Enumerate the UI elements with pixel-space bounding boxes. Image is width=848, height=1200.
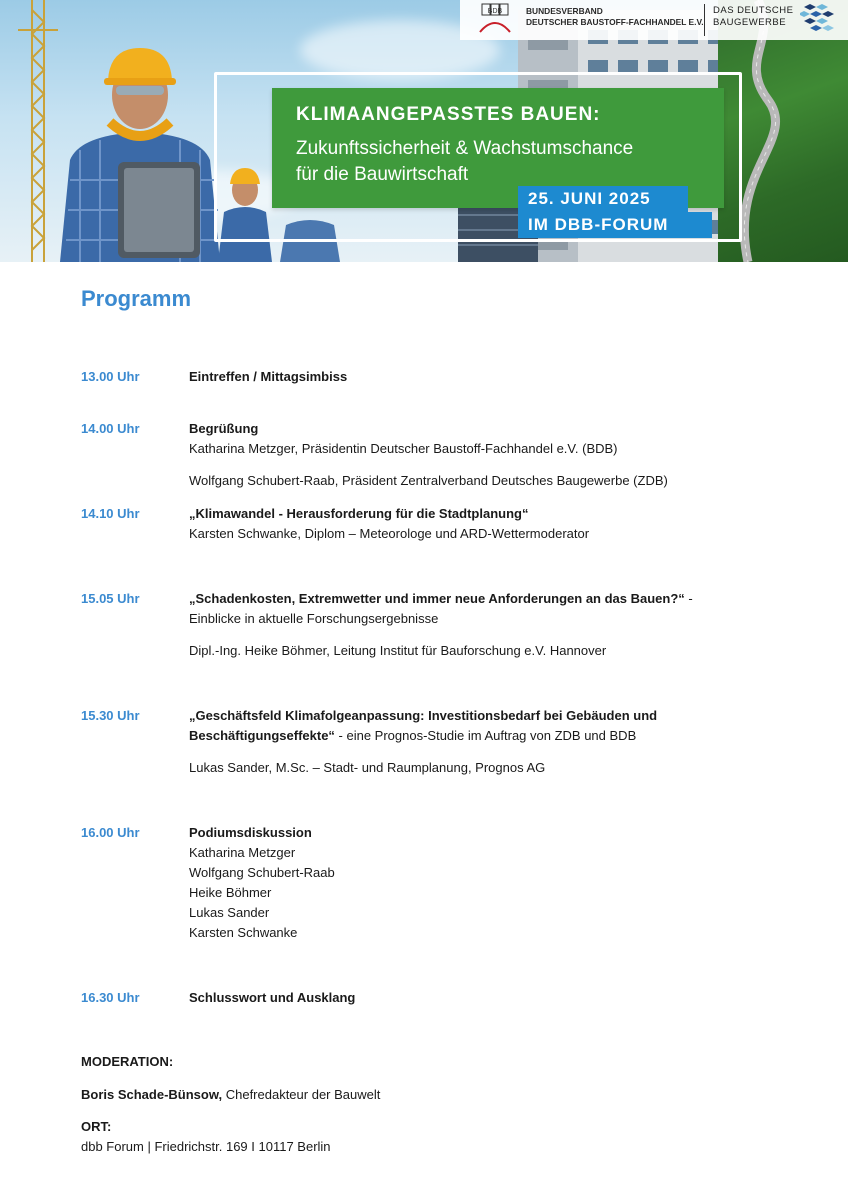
speaker-line: Lukas Sander, M.Sc. – Stadt- und Raumplanung, Prognos AG bbox=[189, 760, 546, 775]
time-slot: 15.30 Uhr bbox=[81, 708, 140, 723]
event-date: 25. JUNI 2025 bbox=[518, 186, 688, 212]
bdb-logo-mark: BDB bbox=[487, 8, 503, 15]
session-title-row bbox=[189, 728, 636, 743]
moderator-role: Chefredakteur der Bauwelt bbox=[222, 1087, 381, 1102]
header-banner bbox=[0, 0, 848, 262]
panelist: Karsten Schwanke bbox=[189, 925, 298, 940]
session-title: Eintreffen / Mittagsimbiss bbox=[189, 369, 348, 384]
speaker-line: Katharina Metzger, Präsidentin Deutscher Baustoff-Fachhandel e.V. (BDB) bbox=[189, 441, 618, 456]
speaker-line: Wolfgang Schubert-Raab, Präsident Zentralverband Deutsches Baugewerbe (ZDB) bbox=[189, 473, 668, 488]
session-title-row bbox=[189, 591, 693, 606]
page-title: Programm bbox=[81, 286, 192, 311]
zdb-logo-line-2: BAUGEWERBE bbox=[713, 17, 787, 28]
moderator-name: Boris Schade-Bünsow, bbox=[81, 1087, 223, 1102]
logo-divider bbox=[704, 4, 705, 36]
time-slot: 14.10 Uhr bbox=[81, 506, 140, 521]
location-address: dbb Forum | Friedrichstr. 169 I 10117 Berlin bbox=[81, 1139, 331, 1154]
location-label: ORT: bbox=[81, 1119, 112, 1134]
panelist: Katharina Metzger bbox=[189, 845, 296, 860]
session-title-suffix: - eine Prognos-Studie im Auftrag von ZDB und BDB bbox=[334, 728, 637, 743]
session-title: Podiumsdiskussion bbox=[189, 825, 312, 840]
session-subtitle: Einblicke in aktuelle Forschungsergebnisse bbox=[189, 611, 439, 626]
time-slot: 16.00 Uhr bbox=[81, 825, 140, 840]
zdb-cube-logo-icon bbox=[800, 2, 836, 36]
speaker-line: Dipl.-Ing. Heike Böhmer, Leitung Institut für Bauforschung e.V. Hannover bbox=[189, 643, 607, 658]
panelist: Lukas Sander bbox=[189, 905, 270, 920]
panelist: Heike Böhmer bbox=[189, 885, 272, 900]
banner-subline-1: Zukunftssicherheit & Wachstumschance bbox=[296, 138, 634, 159]
session-title: „Klimawandel - Herausforderung für die Stadtplanung“ bbox=[189, 506, 529, 521]
moderation-label: MODERATION: bbox=[81, 1054, 174, 1069]
bdb-logo-line-1: BUNDESVERBAND bbox=[526, 6, 603, 16]
bdb-logo-text bbox=[526, 6, 704, 28]
session-title: Begrüßung bbox=[189, 421, 259, 436]
event-venue: IM DBB-FORUM bbox=[518, 212, 712, 238]
session-title: „Geschäftsfeld Klimafolgeanpassung: Investitionsbedarf bei Gebäuden und bbox=[189, 708, 658, 723]
speaker-line: Karsten Schwanke, Diplom – Meteorologe und ARD-Wettermoderator bbox=[189, 526, 590, 541]
session-title-suffix: - bbox=[684, 591, 693, 606]
zdb-logo-text bbox=[713, 5, 793, 29]
bdb-logo-line-2: DEUTSCHER BAUSTOFF-FACHHANDEL E.V. bbox=[526, 17, 704, 27]
time-slot: 16.30 Uhr bbox=[81, 990, 140, 1005]
time-slot: 13.00 Uhr bbox=[81, 369, 140, 384]
session-title: „Schadenkosten, Extremwetter und immer neue Anforderungen an das Bauen?“ bbox=[189, 591, 685, 606]
zdb-logo-line-1: DAS DEUTSCHE bbox=[713, 5, 794, 16]
banner-headline: KLIMAANGEPASSTES BAUEN: bbox=[296, 104, 601, 125]
bdb-logo-icon bbox=[478, 2, 512, 36]
time-slot: 14.00 Uhr bbox=[81, 421, 140, 436]
session-title-2: Beschäftigungseffekte“ bbox=[189, 728, 335, 743]
panelist: Wolfgang Schubert-Raab bbox=[189, 865, 335, 880]
moderator-line bbox=[81, 1087, 380, 1102]
session-title: Schlusswort und Ausklang bbox=[189, 990, 356, 1005]
time-slot: 15.05 Uhr bbox=[81, 591, 140, 606]
banner-subline-2: für die Bauwirtschaft bbox=[296, 164, 469, 185]
